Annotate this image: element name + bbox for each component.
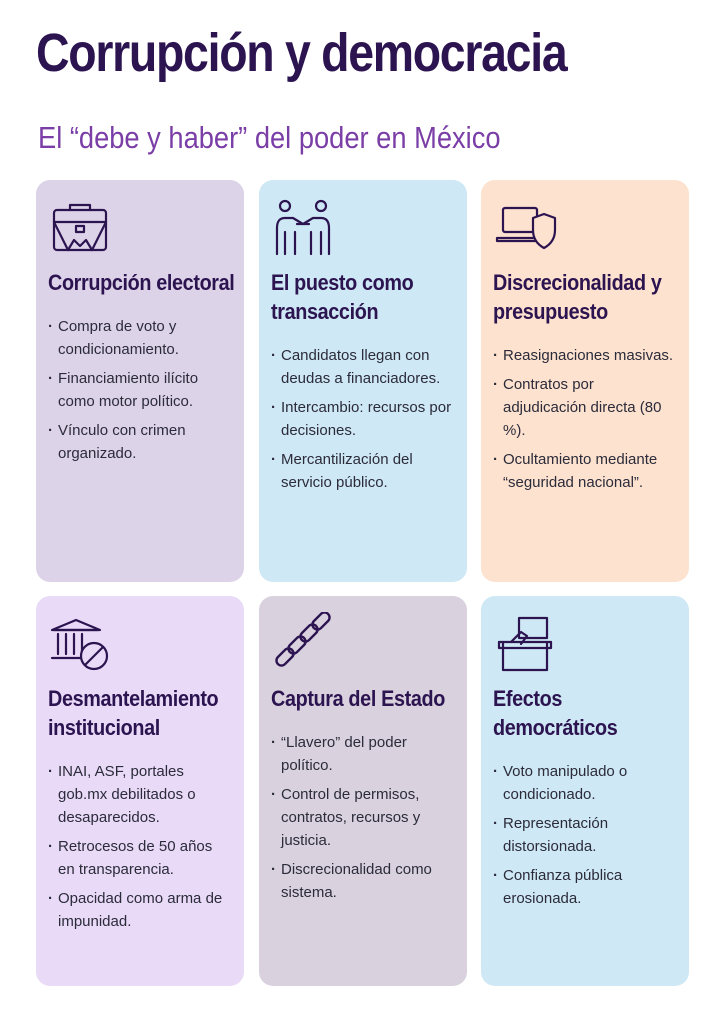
list-item: · Contratos por adjudicación directa (80 %). [493,373,677,442]
list-item: · Ocultamiento mediante “seguridad nacional”. [493,448,677,494]
list-item: · Compra de voto y condicionamiento. [48,315,232,361]
laptop-shield-icon [493,196,557,260]
card-title: El puesto como transacción [271,270,414,324]
card-captura-estado [259,596,467,986]
list-item: · Financiamiento ilícito como motor político. [48,367,232,413]
card-efectos-democraticos [481,596,689,986]
list-item: · Discrecionalidad como sistema. [271,858,455,904]
card-puesto-transaccion [259,180,467,582]
card-title: Discrecionalidad y presupuesto [493,270,662,324]
list-item: · Confianza pública erosionada. [493,864,677,910]
list-item: · Opacidad como arma de impunidad. [48,887,232,933]
card-list [48,315,232,465]
card-list [493,344,677,494]
list-item: · Voto manipulado o condicionado. [493,760,677,806]
page-title: Corrupción y democracia [36,23,567,83]
card-list [48,760,232,933]
briefcase-icon [48,196,112,260]
page-subtitle: El “debe y haber” del poder en México [38,120,501,155]
list-item: · Candidatos llegan con deudas a financiadores. [271,344,455,390]
institution-blocked-icon [48,612,112,676]
ballot-box-icon [493,612,557,676]
card-title: Captura del Estado [271,686,445,711]
list-item: · “Llavero” del poder político. [271,731,455,777]
list-item: · INAI, ASF, portales gob.mx debilitados o desaparecidos. [48,760,232,829]
card-list [493,760,677,910]
list-item: · Representación distorsionada. [493,812,677,858]
chain-icon [271,612,335,676]
card-discrecionalidad [481,180,689,582]
list-item: · Intercambio: recursos por decisiones. [271,396,455,442]
list-item: · Mercantilización del servicio público. [271,448,455,494]
list-item: · Retrocesos de 50 años en transparencia. [48,835,232,881]
card-desmantelamiento [36,596,244,986]
card-title: Efectos democráticos [493,686,618,740]
card-title: Corrupción electoral [48,270,235,295]
card-corrupcion-electoral [36,180,244,582]
list-item: · Control de permisos, contratos, recursos y justicia. [271,783,455,852]
list-item: · Vínculo con crimen organizado. [48,419,232,465]
card-list [271,731,455,904]
list-item: · Reasignaciones masivas. [493,344,677,367]
handshake-icon [271,196,335,260]
card-title: Desmantelamiento institucional [48,686,219,740]
card-list [271,344,455,494]
